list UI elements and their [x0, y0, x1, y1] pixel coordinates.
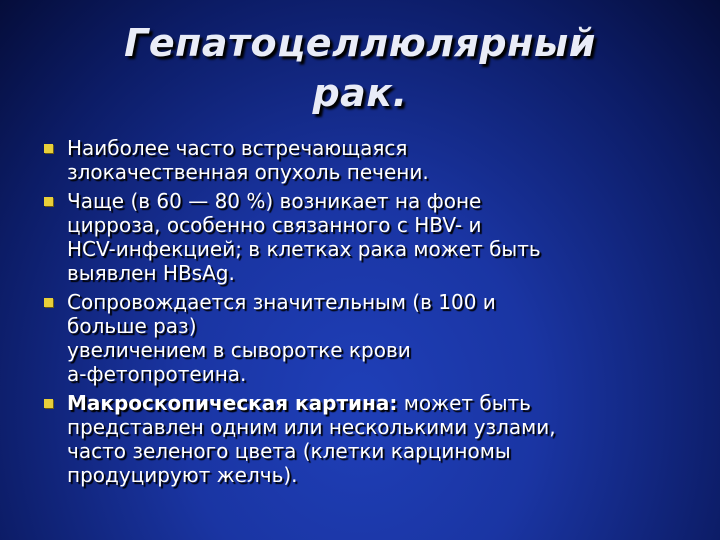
- bullet-text-line: цирроза, особенно связанного с HBV- и: [67, 213, 482, 237]
- bullet-item: [44, 189, 684, 285]
- square-bullet-icon: [44, 298, 53, 307]
- square-bullet-icon: [44, 144, 53, 153]
- bullet-item: [44, 290, 684, 386]
- bullet-text-line: увеличением в сыворотке крови: [67, 338, 411, 362]
- bullet-text-line: выявлен HBsAg.: [67, 261, 235, 285]
- bullet-text-line-first: [67, 391, 684, 415]
- bullet-text-line: злокачественная опухоль печени.: [67, 160, 429, 184]
- bullet-text-line: часто зеленого цвета (клетки карциномы: [67, 439, 511, 463]
- bullet-list: [44, 136, 684, 492]
- bullet-text-line: а-фетопротеина.: [67, 362, 247, 386]
- bullet-text-line: больше раз): [67, 314, 197, 338]
- bullet-text-line: Чаще (в 60 — 80 %) возникает на фоне: [67, 189, 482, 213]
- bullet-text-line: представлен одним или несколькими узлами,: [67, 415, 556, 439]
- title-line-1: Гепатоцеллюлярный: [124, 21, 596, 65]
- bullet-text-line: Сопровождается значительным (в 100 и: [67, 290, 496, 314]
- title-line-2: рак.: [312, 71, 408, 115]
- bullet-bold-lead: Макроскопическая картина:: [67, 391, 398, 415]
- bullet-text-line: продуцируют желчь).: [67, 463, 298, 487]
- bullet-item: [44, 136, 684, 184]
- bullet-text-line: HCV-инфекцией; в клетках рака может быть: [67, 237, 541, 261]
- bullet-text-line: Наиболее часто встречающаяся: [67, 136, 408, 160]
- square-bullet-icon: [44, 197, 53, 206]
- bullet-text-continuation: может быть: [397, 391, 531, 415]
- slide-title: [0, 18, 720, 118]
- square-bullet-icon: [44, 399, 53, 408]
- bullet-item: [44, 391, 684, 487]
